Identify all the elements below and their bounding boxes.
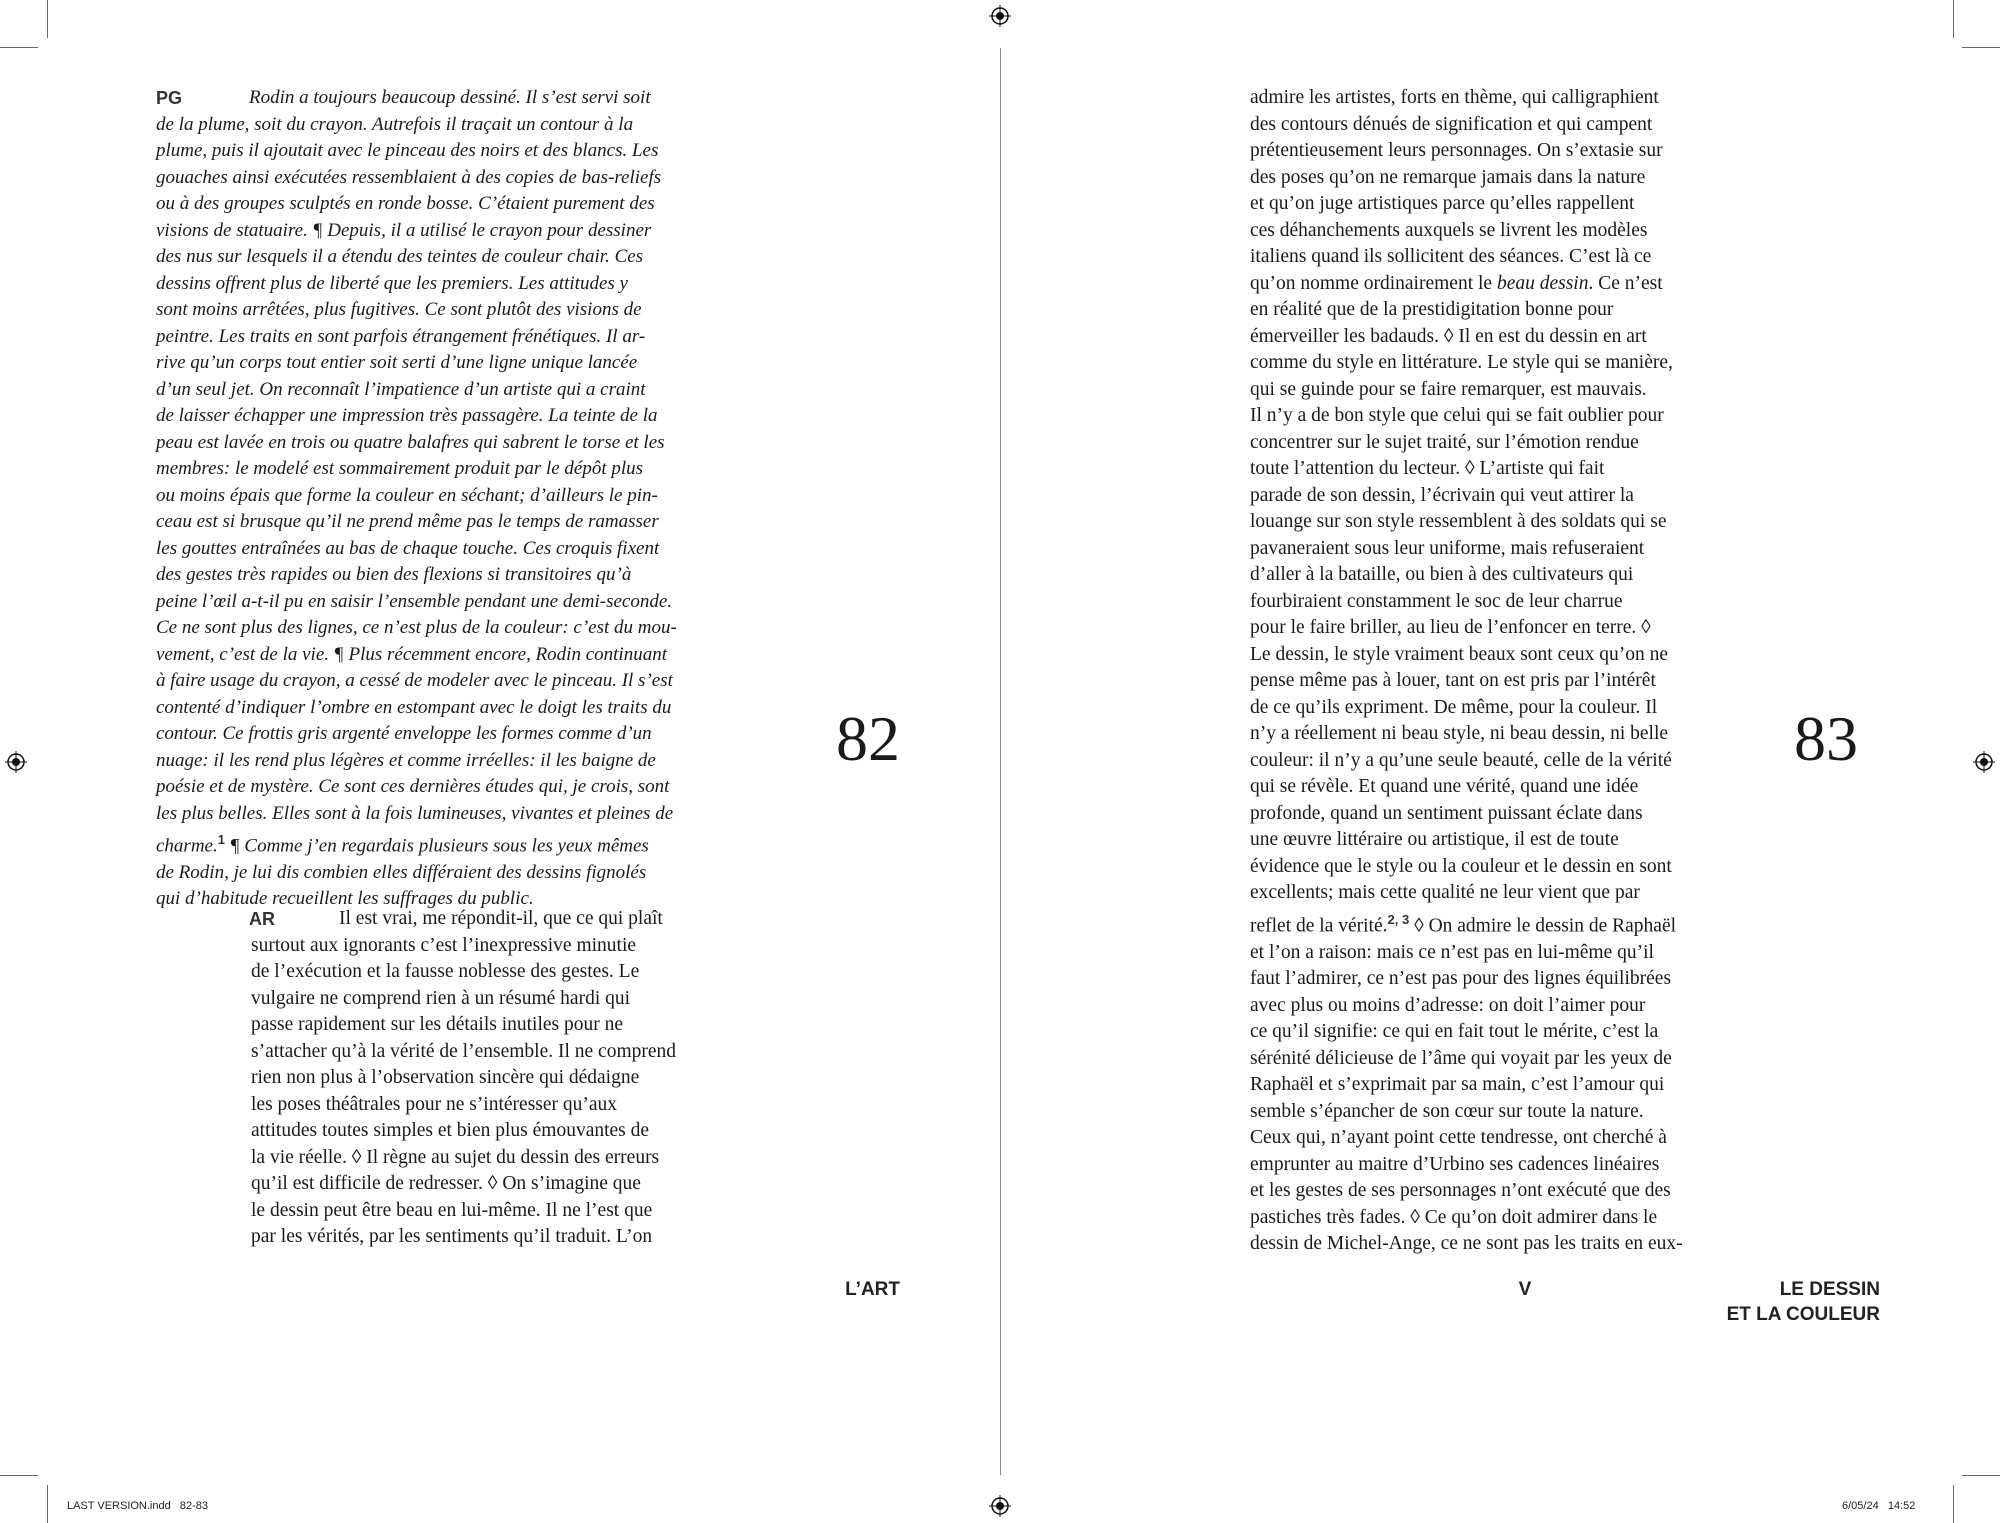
text-line: pastiches très fades. ◊ Ce qu’on doit admirer dans le [1250,1206,1658,1228]
text-line: Il est vrai, me répondit-il, que ce qui plaît [339,908,663,929]
text-line [156,827,701,860]
slug-timestamp: 6/05/24 14:52 [1842,1500,1916,1512]
text-line: la vie réelle. ◊ Il règne au sujet du dessin des erreurs [251,1146,660,1168]
text-line: ou à des groupes sculptés en ronde bosse. C’étaient purement des [156,193,655,214]
text-line: ceau est si brusque qu’il ne prend même pas le temps de ramasser [156,511,659,532]
text-line: dessins offrent plus de liberté que les premiers. Les attitudes y [156,272,628,294]
text-line: le dessin peut être beau en lui-même. Il ne l’est que [251,1199,653,1221]
text-line: par les vérités, par les sentiments qu’il traduit. L’on [251,1226,653,1247]
text-line: vement, c’est de la vie. ¶ Plus récemment encore, Rodin continuant [156,643,667,665]
text-line: avec plus ou moins d’adresse: on doit l’aimer pour [1250,994,1646,1016]
text-line [1250,907,1750,940]
text-line: peau est lavée en trois ou quatre balafres qui sabrent le torse et les [156,431,665,453]
text-line: pense même pas à louer, tant on est pris par l’intérêt [1250,670,1656,691]
text-line: semble s’épancher de son cœur sur toute la nature. [1250,1100,1644,1122]
text-line: sérénité délicieuse de l’âme qui voyait par les yeux de [1250,1047,1672,1069]
text-line: de laisser échapper une impression très passagère. La teinte de la [156,405,658,426]
text-line: ou moins épais que forme la couleur en séchant; d’ailleurs le pin- [156,484,658,506]
running-head-line: LE DESSIN [1779,1279,1880,1300]
text-line: ce qu’il signifie: ce qui en fait tout le mérite, c’est la [1250,1021,1659,1042]
text-fragment: qu’on nomme ordinairement le [1250,272,1493,294]
text-line: d’un seul jet. On reconnaît l’impatience d’un artiste qui a craint [156,378,646,400]
text-line: visions de statuaire. ¶ Depuis, il a utilisé le crayon pour dessiner [156,219,652,241]
text-line: attitudes toutes simples et bien plus émouvantes de [251,1120,650,1141]
text-line: prétentieusement leurs personnages. On s’extasie sur [1250,140,1663,161]
text-fragment: . Ce n’est [1588,272,1663,294]
italic-term: beau dessin [1496,272,1589,294]
text-line: contour. Ce frottis gris argenté enveloppe les formes comme d’un [156,723,652,744]
text-line: gouaches ainsi exécutées ressemblaient à des copies de bas-reliefs [156,166,662,188]
text-line: d’aller à la bataille, ou bien à des cultivateurs qui [1250,564,1634,585]
text-line: émerveiller les badauds. ◊ Il en est du dessin en art [1250,325,1647,347]
left-page-body [156,85,701,913]
text-line: nuage: il les rend plus légères et comme irréelles: il les baigne de [156,749,656,771]
text-line: des contours dénués de signification et qui campent [1250,113,1653,135]
page-number-left: 82 [836,703,900,774]
text-line: s’attacher qu’à la vérité de l’ensemble. Il ne comprend [251,1040,677,1062]
text-line: évidence que le style ou la couleur et le dessin en sont [1250,855,1672,877]
text-line: comme du style en littérature. Le style qui se manière, [1250,352,1673,373]
text-line: contenté d’indiquer l’ombre en estompant avec le doigt les traits du [156,696,672,718]
text-line: rien non plus à l’observation sincère qui dédaigne [251,1067,640,1088]
text-line: de l’exécution et la fausse noblesse des gestes. Le [251,961,640,982]
text-line: une œuvre littéraire ou artistique, il est de toute [1250,829,1619,850]
text-line: qui d’habitude recueillent les suffrages du public. [156,888,534,910]
chapter-number: V [1518,1279,1532,1300]
text-line: Raphaël et s’exprimait par sa main, c’est l’amour qui [1250,1074,1665,1095]
text-line: profonde, quand un sentiment puissant éclate dans [1250,802,1643,824]
text-line: admire les artistes, forts en thème, qui calligraphient [1250,87,1659,108]
text-line: excellents; mais cette qualité ne leur vient que par [1250,882,1640,903]
text-line: emprunter au maitre d’Urbino ses cadences linéaires [1250,1153,1660,1175]
text-line: membres: le modelé est sommairement produit par le dépôt plus [156,458,644,479]
text-line: italiens quand ils sollicitent des séances. C’est là ce [1250,246,1652,267]
right-page-body [1250,85,1750,1258]
text-line: sont moins arrêtées, plus fugitives. Ce sont plutôt des visions de [156,299,642,320]
text-line: parade de son dessin, l’écrivain qui veut attirer la [1250,484,1634,506]
text-line: louange sur son style ressemblent à des soldats qui se [1250,511,1667,532]
crop-mark-left-bottom [0,1475,38,1476]
text-line: pour le faire briller, au lieu de l’enfoncer en terre. ◊ [1250,617,1651,638]
text-line: concentrer sur le sujet traité, sur l’émotion rendue [1250,431,1639,453]
text-line: Rodin a toujours beaucoup dessiné. Il s’est servi soit [249,87,651,108]
running-head-left: L’ART [845,1279,900,1300]
crop-mark-top-left [47,0,48,38]
registration-mark-right-icon [1973,751,1995,773]
text-line: fourbiraient constamment le soc de leur charrue [1250,590,1623,612]
text-line: Il n’y a de bon style que celui qui se fait oublier pour [1250,405,1664,426]
text-line: n’y a réellement ni beau style, ni beau dessin, ni belle [1250,723,1669,744]
text-fragment: charme. [156,835,218,857]
text-line: et qu’on juge artistiques parce qu’elles rappellent [1250,193,1635,214]
text-line: des nus sur lesquels il a étendu des teintes de couleur chair. Ces [156,246,644,267]
text-line: Ce ne sont plus des lignes, ce n’est plus de la couleur: c’est du mou- [156,617,677,638]
text-line: peine l’œil a-t-il pu en saisir l’ensemble pendant une demi-seconde. [156,590,673,612]
crop-mark-bottom-right [1953,1485,1954,1523]
text-line: poésie et de mystère. Ce sont ces dernières études qui, je crois, sont [156,776,670,797]
crop-mark-bottom-left [47,1485,48,1523]
text-line: pavaneraient sous leur uniforme, mais refuseraient [1250,537,1645,559]
text-line: les plus belles. Elles sont à la fois lumineuses, vivantes et pleines de [156,802,674,824]
text-line [1250,271,1750,298]
text-line: des gestes très rapides ou bien des flexions si transitoires qu’à [156,564,632,585]
text-fragment: ¶ Comme j’en regardais plusieurs sous les yeux mêmes [229,835,649,857]
text-line: de Rodin, je lui dis combien elles différaient des dessins fignolés [156,861,647,883]
text-line: vulgaire ne comprend rien à un résumé hardi qui [251,987,631,1009]
text-line: qu’il est difficile de redresser. ◊ On s’imagine que [251,1173,641,1194]
text-line: peintre. Les traits en sont parfois étrangement frénétiques. Il ar- [156,325,646,347]
text-line: des poses qu’on ne remarque jamais dans la nature [1250,166,1646,188]
text-line: les poses théâtrales pour ne s’intéresser qu’aux [251,1093,618,1115]
crop-mark-right-bottom [1962,1475,2000,1476]
text-fragment: ◊ On admire le dessin de Raphaël [1414,915,1677,936]
registration-mark-bottom-icon [989,1495,1011,1517]
ar-reply-block [251,906,741,1251]
text-line: Le dessin, le style vraiment beaux sont ceux qu’on ne [1250,643,1669,665]
text-line: couleur: il n’y a qu’une seule beauté, celle de la vérité [1250,749,1672,771]
text-line: dessin de Michel-Ange, ce ne sont pas les traits en eux- [1250,1233,1683,1254]
crop-mark-right-top [1962,47,2000,48]
text-line: plume, puis il ajoutait avec le pinceau des noirs et des blancs. Les [156,140,659,161]
text-line: à faire usage du crayon, a cessé de modeler avec le pinceau. Il s’est [156,670,673,691]
crop-mark-left-top [0,47,38,48]
text-fragment: reflet de la vérité. [1250,915,1388,936]
text-line: de ce qu’ils expriment. De même, pour la couleur. Il [1250,696,1658,718]
registration-mark-top-icon [989,5,1011,27]
text-line: passe rapidement sur les détails inutiles pour ne [251,1014,624,1035]
text-line: en réalité que de la prestidigitation bonne pour [1250,299,1614,320]
running-head-right [1700,1277,1880,1327]
text-line: qui se guinde pour se faire remarquer, est mauvais. [1250,378,1647,400]
speaker-label-ar: AR [249,909,275,929]
speaker-label-pg: PG [156,88,183,108]
running-head-line: ET LA COULEUR [1726,1304,1880,1325]
text-line: faut l’admirer, ce n’est pas pour des lignes équilibrées [1250,968,1672,989]
text-line: de la plume, soit du crayon. Autrefois il traçait un contour à la [156,113,634,135]
page-number-right: 83 [1794,703,1858,774]
text-line: et les gestes de ses personnages n’ont exécuté que des [1250,1180,1671,1201]
spine-line [1000,48,1001,1475]
text-line: surtout aux ignorants c’est l’inexpressive minutie [251,934,637,956]
text-line: qui se révèle. Et quand une vérité, quand une idée [1250,776,1639,797]
slug-filename: LAST VERSION.indd 82-83 [67,1500,209,1512]
text-line: et l’on a raison: mais ce n’est pas en lui-même qu’il [1250,941,1654,963]
text-line: ces déhanchements auxquels se livrent les modèles [1250,219,1648,241]
registration-mark-left-icon [5,751,27,773]
crop-mark-top-right [1953,0,1954,38]
text-line: les gouttes entraînées au bas de chaque touche. Ces croquis fixent [156,537,660,559]
text-line: Ceux qui, n’ayant point cette tendresse, ont cherché à [1250,1127,1667,1148]
text-line: rive qu’un corps tout entier soit serti d’une ligne unique lancée [156,352,638,373]
text-line: toute l’attention du lecteur. ◊ L’artiste qui fait [1250,458,1605,479]
footnote-marker: 2, 3 [1387,911,1410,927]
footnote-marker: 1 [217,832,225,847]
